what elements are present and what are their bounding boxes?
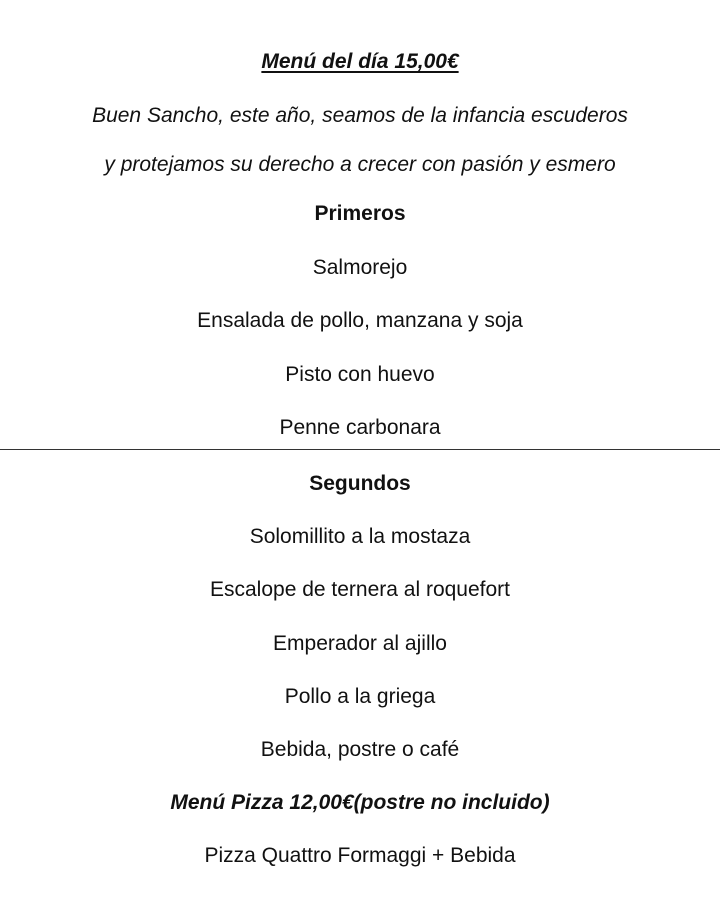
- quote-line-2: y protejamos su derecho a crecer con pasión y esmero: [104, 153, 616, 176]
- menu-item-primero: Pisto con huevo: [285, 363, 435, 386]
- pizza-menu-title: Menú Pizza 12,00€(postre no incluido): [170, 791, 550, 814]
- menu-item-segundo: Escalope de ternera al roquefort: [209, 578, 511, 601]
- menu-item-primero: Penne carbonara: [279, 416, 441, 439]
- menu-item-segundo: Pollo a la griega: [284, 685, 436, 708]
- menu-item-primero: Ensalada de pollo, manzana y soja: [197, 309, 523, 332]
- menu-item-primero: Salmorejo: [312, 256, 408, 279]
- quote-line-1: Buen Sancho, este año, seamos de la infancia escuderos: [92, 104, 628, 127]
- pizza-menu-item: Pizza Quattro Formaggi + Bebida: [204, 844, 516, 867]
- menu-item-segundo: Solomillito a la mostaza: [249, 525, 471, 548]
- section-heading-primeros: Primeros: [314, 202, 406, 225]
- section-divider: [0, 449, 720, 450]
- menu-extras: Bebida, postre o café: [260, 738, 460, 761]
- section-heading-segundos: Segundos: [309, 472, 411, 495]
- menu-item-segundo: Emperador al ajillo: [273, 632, 447, 655]
- menu-title: Menú del día 15,00€: [261, 50, 459, 73]
